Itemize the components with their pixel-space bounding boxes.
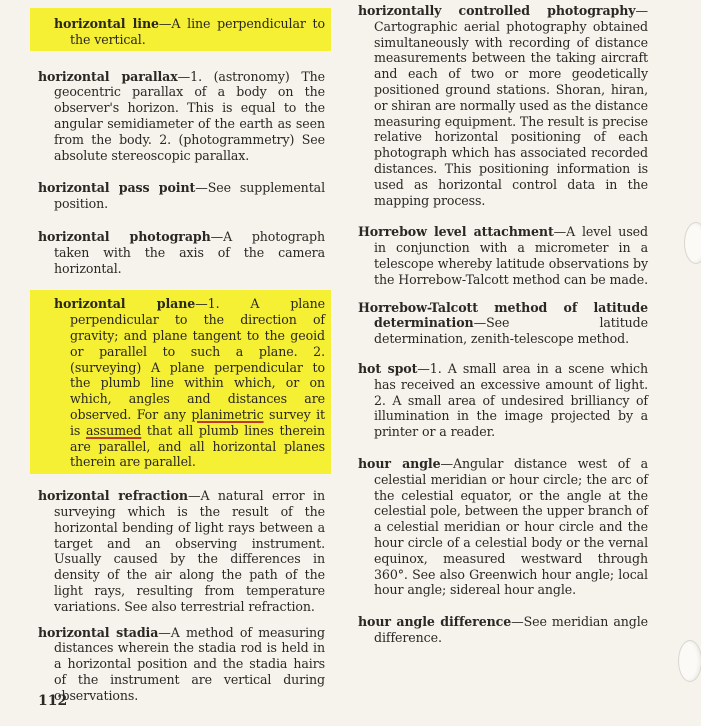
entry-horrebow-talcott-method	[358, 300, 648, 347]
entry-term: horizontal line	[54, 16, 159, 31]
entry-term: horizontal stadia	[38, 624, 159, 640]
entry-term: horizontal refraction	[38, 488, 188, 504]
entry-definition: —See meridian angle difference.	[374, 614, 648, 645]
entry-horizontal-stadia	[38, 625, 325, 704]
entry-horizontal-plane	[30, 290, 331, 474]
entry-horizontal-parallax	[38, 69, 325, 164]
entry-horizontally-controlled-photography	[358, 3, 648, 208]
entry-definition: —1. (astronomy) The geocentric parallax of a body on the observer's horizon. This is equal to the angular semidiameter of the earth as seen from the body. 2. (photogrammetry) See absolute stereoscopic parallax.	[54, 68, 325, 163]
page-number: 112	[38, 693, 68, 709]
entry-horizontal-pass-point	[38, 180, 325, 212]
entry-definition-part: survey it is	[70, 406, 325, 438]
entry-horizontal-refraction	[38, 488, 325, 614]
entry-definition: —Angular distance west of a celestial meridian or hour circle; the arc of the celestial equator, or the angle at the celestial pole, between the upper branch of a celestial meridian or hour circle and the hour circle of a celestial body or the vernal equinox, measured westward through 360°. See also Greenwich hour angle; local hour angle; sidereal hour angle.	[374, 455, 649, 598]
entry-definition-part: —1. A plane perpendicular to the direction of gravity; and plane tangent to the geoid or parallel to such a plane. 2. (surveying) A plane perpendicular to the plumb line within which, or on which, angles and distances are observed. For any	[70, 296, 325, 422]
entry-hour-angle-difference	[358, 614, 648, 646]
entry-horrebow-level-attachment	[358, 224, 648, 287]
entry-definition: —Cartographic aerial photography obtained simultaneously with recording of distance measurements between the taking aircraft and each of two or more geodetically positioned ground stations. Shoran, hiran, or shiran are normally used as the distance measuring equipment. The result is precise relative horizontal positioning of each photograph which has associated recorded distances. This positioning information is used as horizontal control data in the mapping process.	[374, 3, 648, 208]
entry-term: horizontal parallax	[38, 68, 178, 84]
entry-hour-angle	[358, 456, 648, 598]
entry-term: hot spot	[358, 360, 418, 376]
entry-definition: —A natural error in surveying which is the result of the horizontal bending of light rays between a target and an observing instrument. Usually caused by the differences in density of the air along the path of the light rays, resulting from temperature variations. See also terrestrial refraction.	[54, 488, 325, 614]
entry-horizontal-photograph	[38, 229, 325, 276]
entry-definition: —A level used in conjunction with a micrometer in a telescope whereby latitude observations by the Horrebow-Talcott method can be made.	[374, 224, 649, 287]
right-column	[358, 0, 648, 646]
entry-term: horizontal plane	[54, 296, 196, 312]
entry-hot-spot	[358, 361, 648, 440]
entry-term: hour angle difference	[358, 614, 512, 630]
entry-definition: —A method of measuring distances wherein the stadia rod is held in a horizontal position and the stadia hairs of the instrument are vertical during observations.	[54, 624, 325, 703]
underlined-word: assumed	[85, 422, 142, 438]
entry-definition: —See supplemental position.	[54, 180, 325, 212]
entry-term: horizontal pass point	[38, 180, 196, 196]
entry-term: horizontal photograph	[38, 228, 211, 244]
entry-term: hour angle	[358, 455, 441, 471]
entry-definition: —See latitude determination, zenith-telescope method.	[374, 315, 648, 347]
entry-definition: —A photograph taken with the axis of the camera horizontal.	[54, 228, 325, 276]
left-column	[38, 0, 325, 703]
entry-term: horizontally controlled photography	[358, 3, 636, 18]
entry-horizontal-line	[30, 8, 331, 51]
entry-term: Horrebow level attachment	[358, 224, 554, 240]
underlined-word: planimetric	[191, 406, 264, 422]
entry-definition: —A line perpendicular to the vertical.	[70, 16, 325, 47]
entry-definition-part: that all plumb lines therein are parallel, and all horizontal planes therein are parallel.	[70, 422, 325, 470]
punch-hole	[678, 640, 701, 682]
punch-hole	[684, 222, 701, 264]
entry-term: Horrebow-Talcott method of latitude determination	[358, 299, 648, 331]
entry-definition: —1. A small area in a scene which has received an excessive amount of light. 2. A small area of undesired brilliancy of illumination in the image projected by a printer or a reader.	[374, 360, 648, 440]
